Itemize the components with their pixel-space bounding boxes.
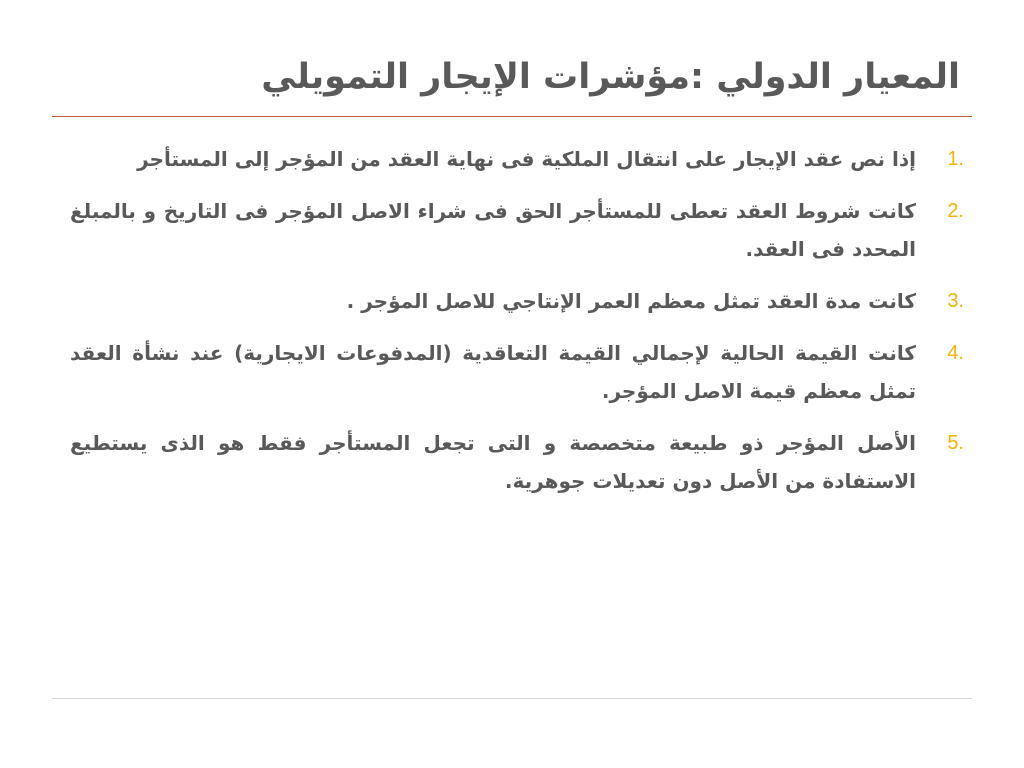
list-number: 2. — [947, 200, 964, 222]
list-item-text: كانت شروط العقد تعطى للمستأجر الحق فى شراء الاصل المؤجر فى التاريخ و بالمبلغ المحدد فى العقد. — [70, 199, 916, 261]
numbered-list — [70, 140, 964, 514]
list-number: 5. — [947, 432, 964, 454]
title-divider — [52, 116, 972, 117]
list-item — [70, 140, 964, 178]
list-number: 3. — [947, 290, 964, 312]
slide-title: المعيار الدولي :مؤشرات الإيجار التمويلي — [261, 57, 960, 97]
list-item — [70, 192, 964, 268]
list-item — [70, 424, 964, 500]
list-number: 4. — [947, 342, 964, 364]
list-number: 1. — [947, 148, 964, 170]
list-item-text: كانت القيمة الحالية لإجمالي القيمة التعاقدية (المدفوعات الايجارية) عند نشأة العقد تمثل معظم قيمة الاصل المؤجر. — [70, 341, 916, 403]
list-item-text: الأصل المؤجر ذو طبيعة متخصصة و التى تجعل المستأجر فقط هو الذى يستطيع الاستفادة من الأصل دون تعديلات جوهرية. — [70, 431, 916, 493]
list-item-text: كانت مدة العقد تمثل معظم العمر الإنتاجي للاصل المؤجر . — [346, 289, 916, 313]
list-item-text: إذا نص عقد الإيجار على انتقال الملكية فى نهاية العقد من المؤجر إلى المستأجر — [137, 147, 916, 171]
list-item — [70, 282, 964, 320]
footer-divider — [52, 698, 972, 699]
list-item — [70, 334, 964, 410]
